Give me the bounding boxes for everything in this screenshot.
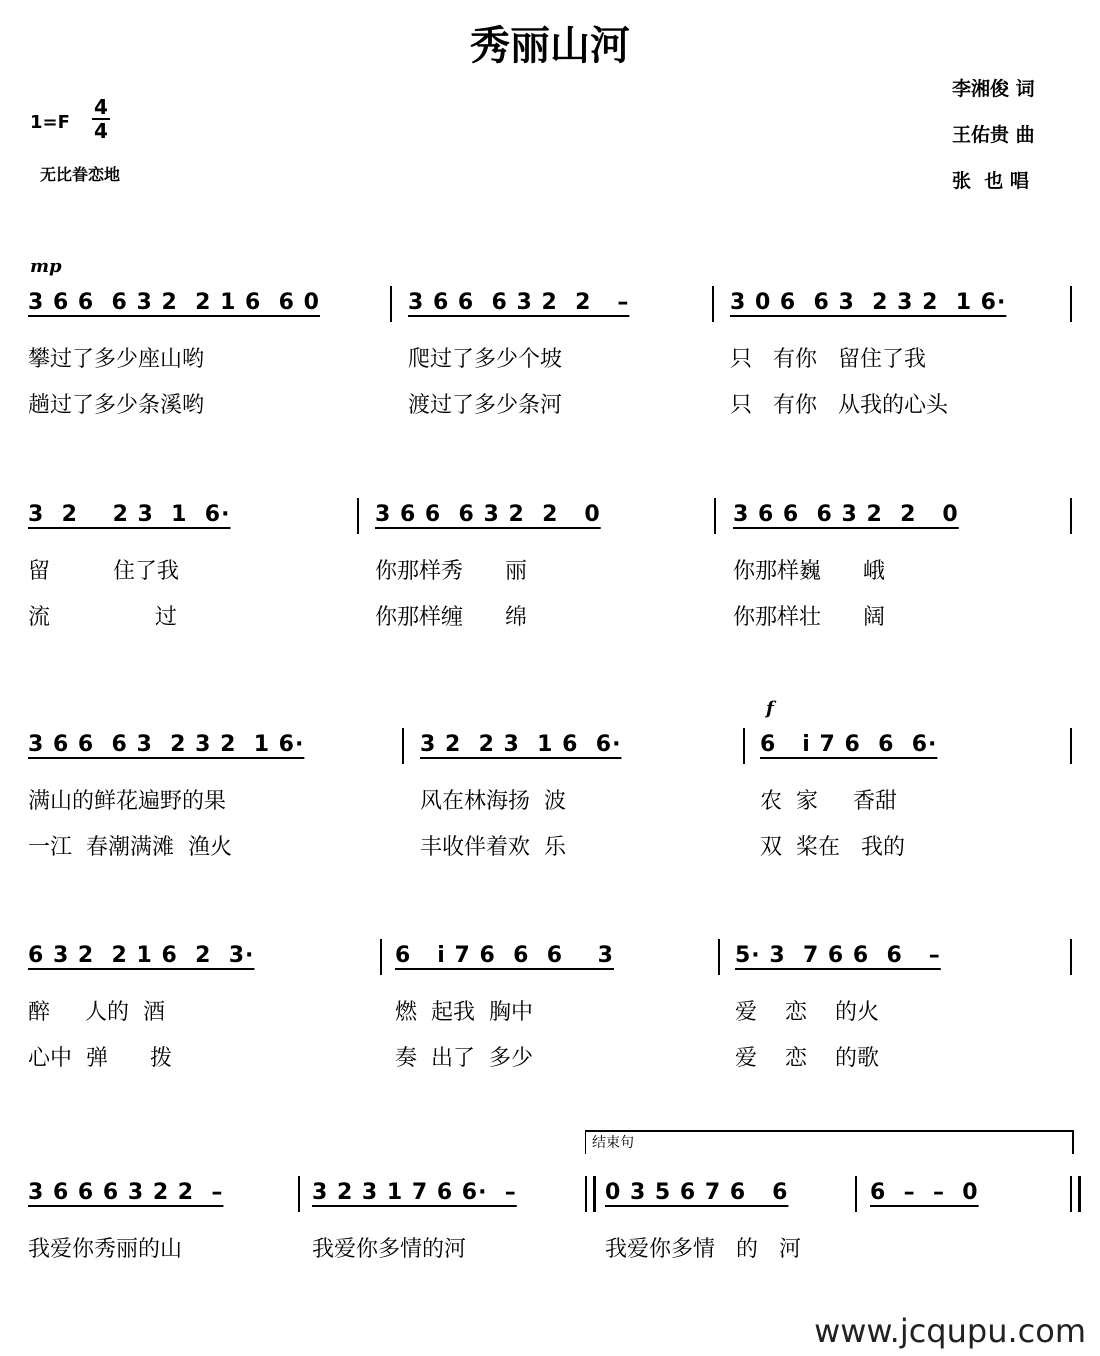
- barline: [718, 939, 720, 975]
- measure-notes: 5· 3 7 6 6 6 –: [735, 943, 941, 968]
- lyric-line-1: 农 家 香甜: [760, 789, 897, 814]
- lyric-line-1: 我爱你多情的河: [312, 1237, 467, 1262]
- lyric-line-2: 流 过: [28, 605, 177, 630]
- dynamic-f: f: [766, 698, 774, 719]
- lyric-line-2: 你那样壮 阔: [733, 605, 885, 630]
- lyric-line-2: 双 桨在 我的: [760, 835, 905, 860]
- barline: [298, 1176, 300, 1212]
- measure-notes: 3 6 6 6 3 2 2 0: [733, 502, 959, 527]
- measure-notes: 6 3 2 2 1 6 2 3·: [28, 943, 255, 968]
- ending-bracket: 结束句: [585, 1130, 1074, 1154]
- measure-notes: 3 6 6 6 3 2 2 0: [375, 502, 601, 527]
- lyric-line-1: 满山的鲜花遍野的果: [28, 789, 227, 814]
- time-top: 4: [94, 95, 108, 119]
- measure-notes: 6 i 7 6 6 6·: [760, 732, 938, 757]
- composer-credit: 王佑贵 曲: [952, 124, 1035, 146]
- lyric-line-2: 一江 春潮满滩 渔火: [28, 835, 232, 860]
- lyric-line-2: 你那样缠 绵: [375, 605, 527, 630]
- measure-notes: 6 i 7 6 6 6 3: [395, 943, 614, 968]
- lyric-line-2: 心中 弹 拨: [28, 1046, 172, 1071]
- lyric-line-2: 丰收伴着欢 乐: [420, 835, 566, 860]
- measure-notes: 3 2 2 3 1 6·: [28, 502, 231, 527]
- barline: [380, 939, 382, 975]
- measure-notes: 3 6 6 6 3 2 3 2 1 6·: [28, 732, 305, 757]
- barline: [402, 728, 404, 764]
- barline: [712, 286, 714, 322]
- lyric-line-2: 只 有你 从我的心头: [730, 393, 948, 418]
- double-barline: [1070, 1176, 1081, 1212]
- time-signature: [92, 96, 110, 142]
- lyric-line-2: 渡过了多少条河: [408, 393, 563, 418]
- lyric-line-1: 只 有你 留住了我: [730, 347, 926, 372]
- measure-notes: 3 6 6 6 3 2 2 –: [28, 1180, 224, 1205]
- lyric-line-1: 你那样巍 峨: [733, 559, 885, 584]
- lyric-line-1: 燃 起我 胸中: [395, 1000, 533, 1025]
- lyric-line-1: 你那样秀 丽: [375, 559, 527, 584]
- key-signature: 1=F: [30, 112, 70, 133]
- measure-notes: 3 2 3 1 7 6 6· –: [312, 1180, 517, 1205]
- lyricist-credit: 李湘俊 词: [952, 78, 1035, 100]
- watermark: www.jcqupu.com: [814, 1312, 1086, 1350]
- lyric-line-1: 我爱你多情 的 河: [605, 1237, 801, 1262]
- measure-notes: 3 6 6 6 3 2 2 –: [408, 290, 630, 315]
- lyric-line-1: 风在林海扬 波: [420, 789, 566, 814]
- barline: [1070, 939, 1072, 975]
- barline: [743, 728, 745, 764]
- lyric-line-1: 爱 恋 的火: [735, 1000, 879, 1025]
- lyric-line-1: 留 住了我: [28, 559, 179, 584]
- measure-notes: 3 2 2 3 1 6 6·: [420, 732, 622, 757]
- measure-notes: 3 0 6 6 3 2 3 2 1 6·: [730, 290, 1007, 315]
- barline: [714, 498, 716, 534]
- barline: [855, 1176, 857, 1212]
- measure-notes: 6 – – 0: [870, 1180, 979, 1205]
- singer-credit: 张 也 唱: [952, 170, 1029, 192]
- lyric-line-2: 奏 出了 多少: [395, 1046, 533, 1071]
- barline: [390, 286, 392, 322]
- song-title: 秀丽山河: [470, 22, 630, 69]
- double-barline: [585, 1176, 596, 1212]
- lyric-line-1: 爬过了多少个坡: [408, 347, 563, 372]
- dynamic-mp: mp: [30, 256, 62, 277]
- barline: [357, 498, 359, 534]
- barline: [1070, 498, 1072, 534]
- time-bottom: 4: [94, 119, 108, 143]
- lyric-line-1: 攀过了多少座山哟: [28, 347, 205, 372]
- measure-notes: 0 3 5 6 7 6 6: [605, 1180, 789, 1205]
- measure-notes: 3 6 6 6 3 2 2 1 6 6 0: [28, 290, 320, 315]
- barline: [1070, 728, 1072, 764]
- lyric-line-2: 趟过了多少条溪哟: [28, 393, 205, 418]
- tempo-marking: 无比眷恋地: [40, 165, 121, 184]
- lyric-line-2: 爱 恋 的歌: [735, 1046, 879, 1071]
- lyric-line-1: 醉 人的 酒: [28, 1000, 165, 1025]
- barline: [1070, 286, 1072, 322]
- lyric-line-1: 我爱你秀丽的山: [28, 1237, 183, 1262]
